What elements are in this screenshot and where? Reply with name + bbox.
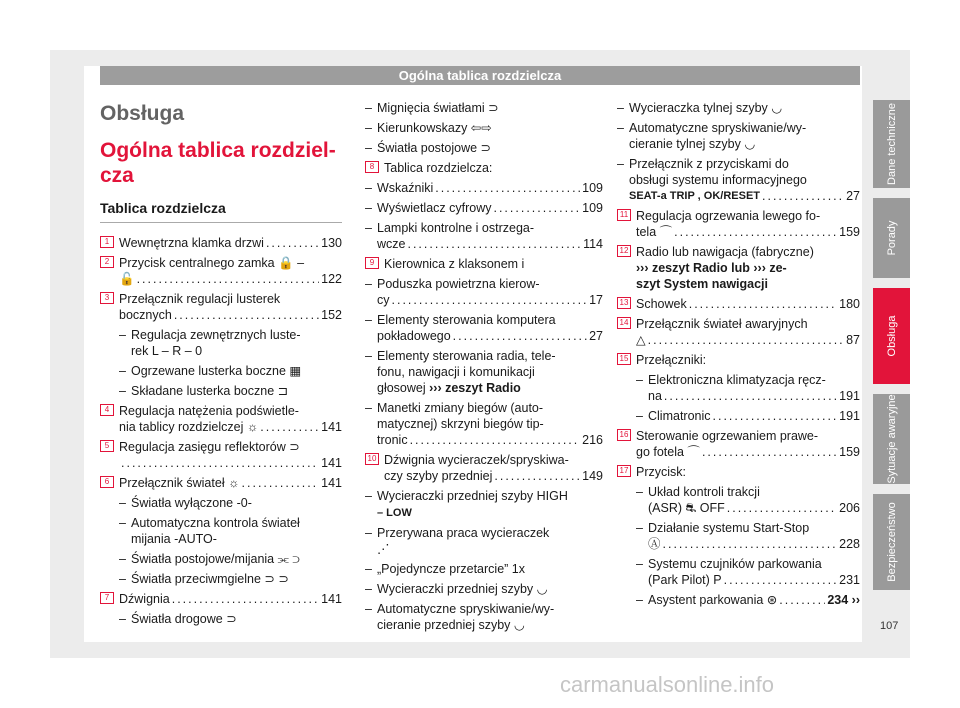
sub-item: – „Pojedyncze przetarcie” 1x <box>365 561 603 577</box>
sub-item <box>365 525 603 557</box>
column-1 <box>100 100 342 631</box>
hazard-icon: △ <box>636 333 646 347</box>
page-ref[interactable]: 231 <box>839 573 860 587</box>
item-text: Schowek <box>636 297 687 311</box>
item-text: Wewnętrzna klamka drzwi <box>119 236 264 250</box>
item-text: Przełączniki: <box>636 353 707 367</box>
callout-number: 2 <box>100 256 114 268</box>
page-ref[interactable]: 228 <box>839 537 860 551</box>
sub-item-text: rek L – R – 0 <box>131 344 203 358</box>
tab-label: Obsługa <box>885 315 898 357</box>
page-ref[interactable]: 130 <box>321 236 342 250</box>
list-item <box>100 591 342 607</box>
list-item <box>617 316 860 348</box>
sub-item <box>365 348 603 396</box>
page-ref[interactable]: 159 <box>839 225 860 239</box>
sub-item <box>365 200 603 216</box>
page-ref[interactable]: 191 <box>839 389 860 403</box>
callout-number: 11 <box>617 209 631 221</box>
sub-item <box>617 372 860 404</box>
sub-item <box>617 556 860 588</box>
sub-item-text: na <box>648 389 662 403</box>
sub-item-text: – Elektroniczna klimatyzacja ręcz- <box>648 373 826 387</box>
sub-item-text: (ASR) ⛐ OFF <box>648 501 725 515</box>
item-text: Przycisk centralnego zamka 🔒 – <box>119 256 305 270</box>
column-2 <box>365 100 603 637</box>
list-item <box>100 403 342 435</box>
sub-item <box>617 592 860 608</box>
tab-label: Bezpieczeństwo <box>885 502 898 582</box>
list-item <box>617 244 860 292</box>
lock-icon: 🔓 <box>119 272 135 286</box>
chapter-title-line1: Ogólna tablica rozdziel- <box>100 139 336 162</box>
item-text: nia tablicy rozdzielczej ☼ <box>119 420 259 434</box>
running-header: Ogólna tablica rozdzielcza <box>100 66 860 85</box>
sub-item-text: – Lampki kontrolne i ostrzega- <box>377 221 535 235</box>
page-ref[interactable]: 180 <box>839 297 860 311</box>
item-text: Przełącznik świateł ☼ <box>119 476 240 490</box>
sub-item-text: SEAT-a TRIP , OK/RESET <box>629 190 761 202</box>
sub-item-text: fonu, nawigacji i komunikacji <box>377 365 535 379</box>
list-item <box>617 428 860 460</box>
sub-item <box>100 327 342 359</box>
item-text: Tablica rozdzielcza: <box>384 161 493 175</box>
item-text: Przełącznik regulacji lusterek <box>119 292 281 306</box>
callout-number: 5 <box>100 440 114 452</box>
sub-item: – Światła drogowe ⊃ <box>100 611 342 627</box>
sub-item-text: cieranie tylnej szyby ◡ <box>629 137 756 151</box>
list-item <box>617 352 860 368</box>
sub-item-text: – LOW <box>377 507 412 519</box>
callout-number: 6 <box>100 476 114 488</box>
sub-item: – Kierunkowskazy ⇦⇨ <box>365 120 603 136</box>
callout-number: 12 <box>617 245 631 257</box>
tab-sytuacje-awaryjne[interactable] <box>873 394 910 484</box>
section-title: Obsługa <box>100 102 185 125</box>
sub-item <box>617 520 860 552</box>
page-ref[interactable]: 141 <box>321 592 342 606</box>
sub-item <box>617 484 860 516</box>
callout-number: 1 <box>100 236 114 248</box>
sub-item-text: tronic <box>377 433 408 447</box>
page-ref[interactable]: 109 <box>582 181 603 195</box>
sub-item: – Ogrzewane lusterka boczne ▦ <box>100 363 342 379</box>
sub-item-text: matycznej) skrzyni biegów tip- <box>377 417 544 431</box>
tab-bezpieczenstwo[interactable] <box>873 494 910 590</box>
sub-item-text: wcze <box>377 237 406 251</box>
callout-number: 13 <box>617 297 631 309</box>
page-ref[interactable]: 159 <box>839 445 860 459</box>
sub-item: – Światła przeciwmgielne ⊃ ⊃ <box>100 571 342 587</box>
item-text: bocznych <box>119 308 172 322</box>
sub-item-text: – Wyświetlacz cyfrowy <box>377 201 492 215</box>
page-number: 107 <box>880 620 899 632</box>
sub-item-text: – Działanie systemu Start-Stop <box>648 521 810 535</box>
page-ref[interactable]: 109 <box>582 201 603 215</box>
callout-number: 4 <box>100 404 114 416</box>
sub-item: – Składane lusterka boczne ⊐ <box>100 383 342 399</box>
page-ref[interactable]: 141 <box>321 420 342 434</box>
sub-item-text: – Manetki zmiany biegów (auto- <box>377 401 544 415</box>
page-ref[interactable]: 152 <box>321 308 342 322</box>
callout-number: 15 <box>617 353 631 365</box>
page-ref[interactable]: 149 <box>582 469 603 483</box>
page-ref[interactable]: 216 <box>582 433 603 447</box>
watermark: carmanualsonline.info <box>560 672 775 697</box>
item-text: Regulacja ogrzewania lewego fo- <box>636 209 821 223</box>
list-item <box>100 291 342 323</box>
column-3 <box>617 100 860 612</box>
list-item <box>617 464 860 480</box>
sub-item-text: cy <box>377 293 390 307</box>
chapter-title-line2: cza <box>100 164 134 187</box>
callout-number: 10 <box>365 453 379 465</box>
page-ref[interactable]: 27 <box>589 329 603 343</box>
page-ref[interactable]: 114 <box>583 237 603 251</box>
item-text: Dźwignia wycieraczek/spryskiwa- <box>384 453 569 467</box>
sub-item <box>100 515 342 547</box>
page-ref[interactable]: 17 <box>589 293 603 307</box>
callout-number: 7 <box>100 592 114 604</box>
sub-item-text: Regulacja zewnętrznych luste- <box>131 328 301 342</box>
tab-obsluga[interactable] <box>873 288 910 384</box>
sub-item: – Wycieraczki przedniej szyby ◡ <box>365 581 603 597</box>
sub-item-text: Przerywana praca wycieraczek <box>377 526 550 540</box>
callout-number: 14 <box>617 317 631 329</box>
page-ref[interactable]: 191 <box>839 409 860 423</box>
sub-item <box>617 120 860 152</box>
item-text: Dźwignia <box>119 592 170 606</box>
list-item <box>100 439 342 471</box>
page-ref[interactable]: 122 <box>321 272 342 286</box>
sub-item: – Wycieraczka tylnej szyby ◡ <box>617 100 860 116</box>
page-ref[interactable]: 141 <box>321 476 342 490</box>
subsection-title: Tablica rozdzielcza <box>100 200 342 223</box>
sub-item: – Światła postojowe/mijania ⫘ ⊃ <box>100 551 342 567</box>
sub-item-text: – Systemu czujników parkowania <box>648 557 822 571</box>
callout-number: 9 <box>365 257 379 269</box>
sub-item-text: – Wskaźniki <box>377 181 434 195</box>
sub-item-text: głosowej <box>377 381 426 395</box>
list-item <box>365 160 603 176</box>
sub-item-text: Wycieraczki przedniej szyby HIGH <box>377 489 568 503</box>
sub-item-text: (Park Pilot) P <box>648 573 722 587</box>
sub-item-text: – Asystent parkowania ⊛ <box>648 593 778 607</box>
sub-item-text: Automatyczna kontrola świateł <box>131 516 300 530</box>
item-text: Kierownica z klaksonem i <box>384 257 525 271</box>
sub-item-text: Automatyczne spryskiwanie/wy- <box>629 121 807 135</box>
sub-item-text: – Układ kontroli trakcji <box>648 485 760 499</box>
interval-icon: ⋰ <box>377 542 390 556</box>
item-text: go fotela ⌒ <box>636 445 700 459</box>
item-text: Przełącznik świateł awaryjnych <box>636 317 808 331</box>
tab-porady[interactable] <box>873 198 910 278</box>
sub-item-text: – Elementy sterowania radia, tele- <box>377 349 556 363</box>
sub-item: – Światła postojowe ⊃ <box>365 140 603 156</box>
item-text: tela ⌒ <box>636 225 673 239</box>
chapter-title <box>100 138 342 188</box>
callout-number: 3 <box>100 292 114 304</box>
tab-dane-techniczne[interactable] <box>873 100 910 188</box>
cross-ref-link[interactable]: ››› zeszyt Radio lub ››› ze- <box>636 261 787 275</box>
item-text: Regulacja natężenia podświetle- <box>119 404 299 418</box>
sub-item <box>365 276 603 308</box>
sub-item: – Światła wyłączone -0- <box>100 495 342 511</box>
sub-item <box>365 400 603 448</box>
sub-item: – Mignięcia światłami ⊃ <box>365 100 603 116</box>
page-ref[interactable]: 87 <box>846 333 860 347</box>
callout-number: 16 <box>617 429 631 441</box>
item-text: Sterowanie ogrzewaniem prawe- <box>636 429 819 443</box>
sub-item <box>365 312 603 344</box>
item-text: Przycisk: <box>636 465 686 479</box>
sub-item <box>617 408 860 424</box>
sub-item <box>365 601 603 633</box>
sub-item-text: obsługi systemu informacyjnego <box>629 173 807 187</box>
sub-item <box>365 220 603 252</box>
cross-ref-link[interactable]: ››› zeszyt Radio <box>429 381 521 395</box>
sub-item-text: pokładowego <box>377 329 451 343</box>
sub-item-text: – Przełącznik z przyciskami do <box>629 157 789 171</box>
item-text: Radio lub nawigacja (fabryczne) <box>636 245 814 259</box>
sub-item-text: Automatyczne spryskiwanie/wy- <box>377 602 555 616</box>
page-ref[interactable]: 27 <box>846 189 860 203</box>
list-item <box>365 256 603 272</box>
page-ref[interactable]: 141 <box>321 456 342 470</box>
list-item <box>100 475 342 491</box>
sub-item-text: – Climatronic <box>648 409 711 423</box>
sub-item <box>365 488 603 521</box>
sub-item-text: cieranie przedniej szyby ◡ <box>377 618 525 632</box>
sub-item-text: – Poduszka powietrzna kierow- <box>377 277 540 291</box>
tab-label: Porady <box>885 220 898 256</box>
callout-number: 17 <box>617 465 631 477</box>
list-item <box>617 208 860 240</box>
item-text: Regulacja zasięgu reflektorów ⊃ <box>119 440 300 454</box>
start-stop-icon: Ⓐ <box>648 537 661 551</box>
sub-item <box>617 156 860 204</box>
sub-item-text: – Elementy sterowania komputera <box>377 313 556 327</box>
list-item <box>100 235 342 251</box>
tab-label: Sytuacje awaryjne <box>885 394 898 484</box>
cross-ref-link[interactable]: szyt System nawigacji <box>636 277 769 291</box>
item-text: czy szyby przedniej <box>384 469 493 483</box>
list-item <box>100 255 342 287</box>
tab-label: Dane techniczne <box>885 103 898 185</box>
list-item <box>365 452 603 484</box>
list-item <box>617 296 860 312</box>
page-ref[interactable]: 206 <box>839 501 860 515</box>
callout-number: 8 <box>365 161 379 173</box>
sub-item <box>365 180 603 196</box>
sub-item-text: mijania -AUTO- <box>131 532 217 546</box>
page-ref[interactable]: 234 ›› <box>827 593 860 607</box>
